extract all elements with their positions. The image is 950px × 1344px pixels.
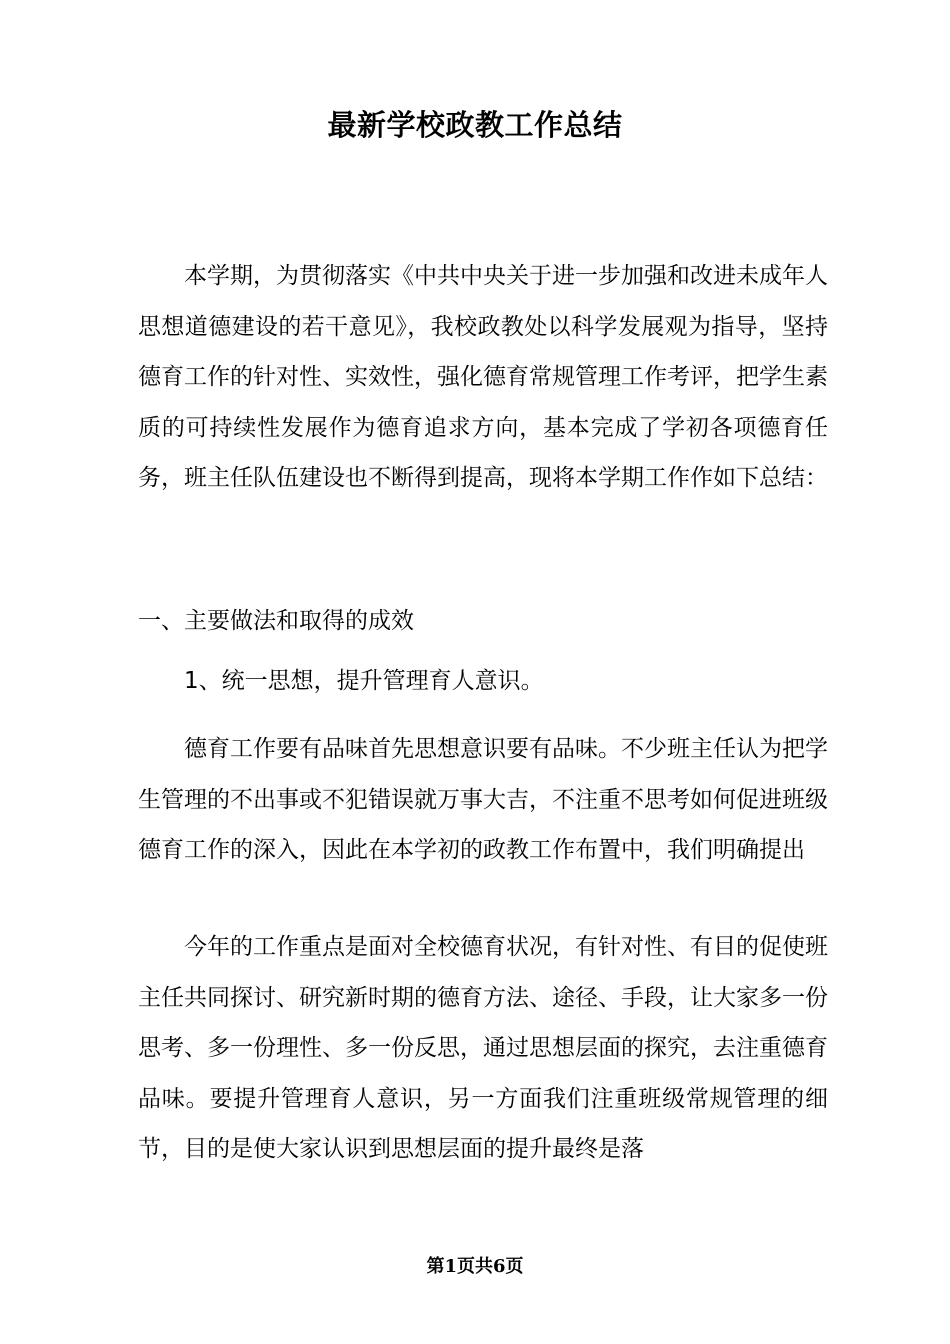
page-footer: 第1页共6页 — [426, 1256, 524, 1277]
intro-paragraph: 本学期，为贯彻落实《中共中央关于进一步加强和改进未成年人思想道德建设的若干意见》，我校政教处以科学发展观为指导，坚持德育工作的针对性、实效性，强化德育常规管理工作考评，把学生素质的可持续性发展作为德育追求方向，基本完成了学初各项德育任务，班主任队伍建设也不断得到提高，现将本学期工作作如下总结： — [138, 263, 828, 491]
body-paragraph: 德育工作要有品味首先思想意识要有品味。不少班主任认为把学生管理的不出事或不犯错误就万事大吉，不注重不思考如何促进班级德育工作的深入，因此在本学初的政教工作布置中，我们明确提出 — [138, 736, 828, 863]
subsection-heading: 1、统一思想，提升管理育人意识。 — [184, 668, 544, 694]
body-paragraph: 今年的工作重点是面对全校德育状况，有针对性、有目的促使班主任共同探讨、研究新时期的德育方法、途径、手段，让大家多一份思考、多一份理性、多一份反思，通过思想层面的探究，去注重德育品味。要提升管理育人意识，另一方面我们注重班级常规管理的细节，目的是使大家认识到思想层面的提升最终是落 — [138, 934, 828, 1162]
section-heading: 一、主要做法和取得的成效 — [138, 608, 414, 634]
document-title: 最新学校政教工作总结 — [327, 108, 623, 142]
